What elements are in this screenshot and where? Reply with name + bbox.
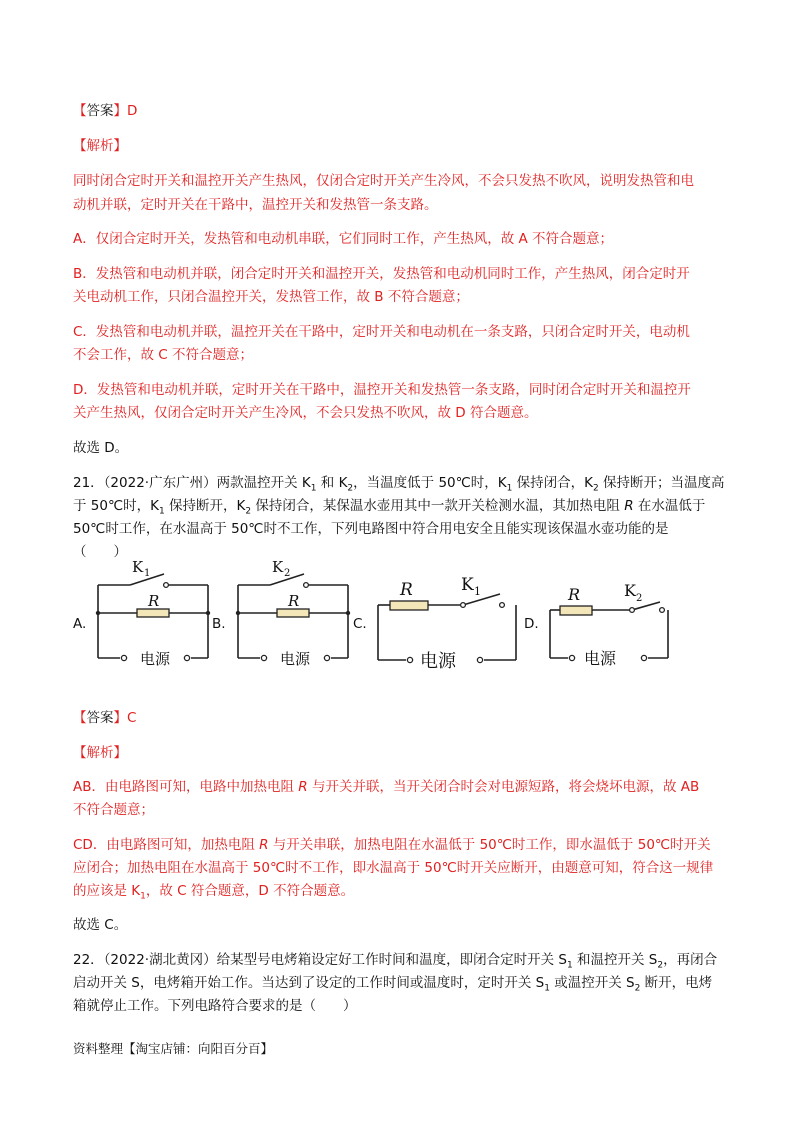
question-21-line-3: 50℃时工作，在水温高于 50℃时不工作，下列电路图中符合用电安全且能实现该保温水壶功能的是	[73, 521, 669, 537]
source-terminal	[407, 657, 412, 662]
text-fragment: 保持闭合，某保温水壶用其中一款开关检测水温，其加热电阻	[251, 498, 625, 514]
source-terminal	[184, 655, 189, 660]
switch-contact	[164, 583, 169, 588]
resistor-label: R	[400, 580, 413, 600]
analysis-line	[73, 833, 711, 853]
source-terminal	[324, 655, 329, 660]
text-fragment: 给某型号电烤箱设定好工作时间和温度，即闭合定时开关 S	[216, 952, 567, 968]
switch-subscript: 2	[284, 568, 291, 579]
text-fragment: 两款温控开关 K	[216, 475, 311, 491]
analysis-line: 关电动机工作，只闭合温控开关，发热管工作，故 B 不符合题意；	[73, 289, 469, 305]
conclusion-q21: 故选 C。	[73, 917, 128, 933]
subscript: 2	[245, 506, 252, 517]
analysis-line: 应闭合；加热电阻在水温高于 50℃时不工作，即水温高于 50℃时开关应断开，由题意可知，符合这一规律	[73, 860, 714, 876]
power-source-label: 电源	[584, 649, 617, 668]
switch-label: K	[624, 581, 636, 600]
text-fragment: 保持断开；当温度高	[598, 475, 725, 491]
circuit-diagrams	[60, 550, 740, 670]
resistor-label: R	[288, 592, 300, 610]
answer-value: C	[127, 710, 137, 726]
switch-contact	[660, 608, 665, 613]
question-22-line-1	[73, 948, 717, 971]
italic-symbol: R	[624, 498, 634, 514]
analysis-line: D．发热管和电动机并联，定时开关在干路中，温控开关和发热管一条支路，同时闭合定时开关和温控开	[73, 382, 691, 398]
text-fragment: ，再闭合	[663, 952, 718, 968]
source-terminal	[121, 655, 126, 660]
subscript: 1	[158, 506, 165, 517]
text-fragment: CD．由电路图可知，加热电阻	[73, 837, 260, 853]
source-terminal	[641, 655, 646, 660]
text-fragment: 保持闭合，K	[512, 475, 594, 491]
switch-contact	[304, 583, 309, 588]
analysis-line: 不会工作，故 C 不符合题意；	[73, 347, 254, 363]
analysis-heading-q21: 【解析】	[73, 745, 127, 761]
resistor-label: R	[568, 585, 581, 604]
option-d-letter: D.	[524, 616, 539, 632]
source-terminal	[261, 655, 266, 660]
text-fragment: 断开，电烤	[640, 975, 713, 991]
answer-heading-q21	[73, 706, 136, 726]
italic-symbol: R	[259, 837, 269, 853]
text-fragment: ，当温度低于 50℃时，K	[353, 475, 507, 491]
text-fragment: ，故 C 符合题意，D 不符合题意。	[145, 883, 355, 899]
question-number: 21．	[73, 475, 104, 491]
answer-heading-q20	[73, 99, 137, 119]
power-source-label: 电源	[140, 650, 171, 668]
text-fragment: 的应该是 K	[73, 883, 141, 899]
text-fragment: 于 50℃时，K	[73, 498, 159, 514]
text-fragment: 和 K	[316, 475, 348, 491]
option-a-letter: A.	[73, 616, 87, 632]
question-22-line-3: 箱就停止工作。下列电路符合要求的是（ ）	[73, 998, 357, 1014]
question-21-line-4: （ ）	[73, 544, 127, 560]
resistor-label: R	[148, 592, 160, 610]
analysis-line: 同时闭合定时开关和温控开关产生热风，仅闭合定时开关产生冷风，不会只发热不吹风，说明发热管和电	[73, 173, 694, 189]
junction-dot	[236, 611, 240, 615]
question-21-line-2	[73, 494, 705, 517]
power-source-label: 电源	[420, 651, 456, 670]
analysis-line: 动机并联，定时开关在干路中，温控开关和发热管一条支路。	[73, 197, 438, 213]
italic-symbol: R	[298, 779, 308, 795]
bracket-open: 【	[73, 103, 87, 119]
bracket-close: 】	[113, 103, 127, 119]
option-c-letter: C.	[353, 616, 367, 632]
analysis-line: B．发热管和电动机并联，闭合定时开关和温控开关，发热管和电动机同时工作，产生热风，闭合定时开	[73, 266, 690, 282]
subscript: 2	[657, 960, 664, 971]
switch-subscript: 1	[144, 568, 151, 579]
source-terminal	[569, 655, 574, 660]
question-21-line-1	[73, 471, 725, 494]
footer-note: 资料整理【淘宝店铺：向阳百分百】	[73, 1041, 274, 1056]
resistor	[390, 601, 428, 610]
analysis-line	[73, 879, 354, 902]
resistor	[137, 609, 169, 617]
answer-label: 答案	[86, 710, 114, 726]
subscript: 2	[593, 483, 599, 494]
text-fragment: 启动开关 S，电烤箱开始工作。当达到了设定的工作时间或温度时，定时开关 S	[73, 975, 545, 991]
text-fragment: 保持断开，K	[164, 498, 246, 514]
answer-label: 答案	[86, 103, 114, 119]
switch-contact	[461, 603, 466, 608]
text-fragment: AB．由电路图可知，电路中加热电阻	[73, 779, 299, 795]
subscript: 2	[347, 483, 354, 494]
answer-value: D	[127, 103, 138, 119]
subscript: 1	[544, 983, 550, 994]
analysis-line	[73, 775, 699, 795]
text-fragment: 与开关并联，当开关闭合时会对电源短路，将会烧坏电源，故 AB	[307, 779, 700, 795]
question-source: （2022·广东广州）	[103, 475, 217, 491]
question-22-line-2	[73, 971, 712, 994]
switch-label: K	[461, 575, 474, 595]
analysis-line: A．仅闭合定时开关，发热管和电动机串联，它们同时工作，产生热风，故 A 不符合题意；	[73, 231, 614, 247]
bracket-close: 】	[113, 710, 127, 726]
conclusion-q20: 故选 D。	[73, 440, 129, 456]
switch-subscript: 2	[636, 593, 643, 604]
junction-dot	[346, 611, 350, 615]
switch-subscript: 1	[474, 585, 481, 598]
text-fragment: 或温控开关 S	[549, 975, 635, 991]
text-fragment: 与开关串联，加热电阻在水温低于 50℃时工作，即水温低于 50℃时开关	[268, 837, 711, 853]
question-number: 22．	[73, 952, 104, 968]
resistor	[560, 606, 592, 615]
text-fragment: 在水温低于	[633, 498, 706, 514]
bracket-open: 【	[73, 710, 87, 726]
junction-dot	[96, 611, 100, 615]
power-source-label: 电源	[280, 650, 311, 668]
subscript: 1	[140, 891, 146, 902]
subscript: 1	[566, 960, 573, 971]
analysis-line: C．发热管和电动机并联，温控开关在干路中，定时开关和电动机在一条支路，只闭合定时开关，电动机	[73, 324, 690, 340]
subscript: 1	[506, 483, 513, 494]
analysis-heading-q20: 【解析】	[73, 138, 127, 154]
switch-label: K	[272, 558, 284, 576]
analysis-line: 不符合题意；	[73, 802, 154, 818]
switch-label: K	[132, 558, 144, 576]
junction-dot	[206, 611, 210, 615]
question-source: （2022·湖北黄冈）	[103, 952, 217, 968]
text-fragment: 和温控开关 S	[572, 952, 658, 968]
subscript: 1	[310, 483, 317, 494]
switch-contact	[630, 608, 635, 613]
analysis-line: 关产生热风，仅闭合定时开关产生冷风，不会只发热不吹风，故 D 符合题意。	[73, 405, 538, 421]
switch-contact	[500, 603, 505, 608]
resistor	[277, 609, 309, 617]
option-b-letter: B.	[212, 616, 226, 632]
source-terminal	[477, 657, 482, 662]
subscript: 2	[634, 983, 641, 994]
